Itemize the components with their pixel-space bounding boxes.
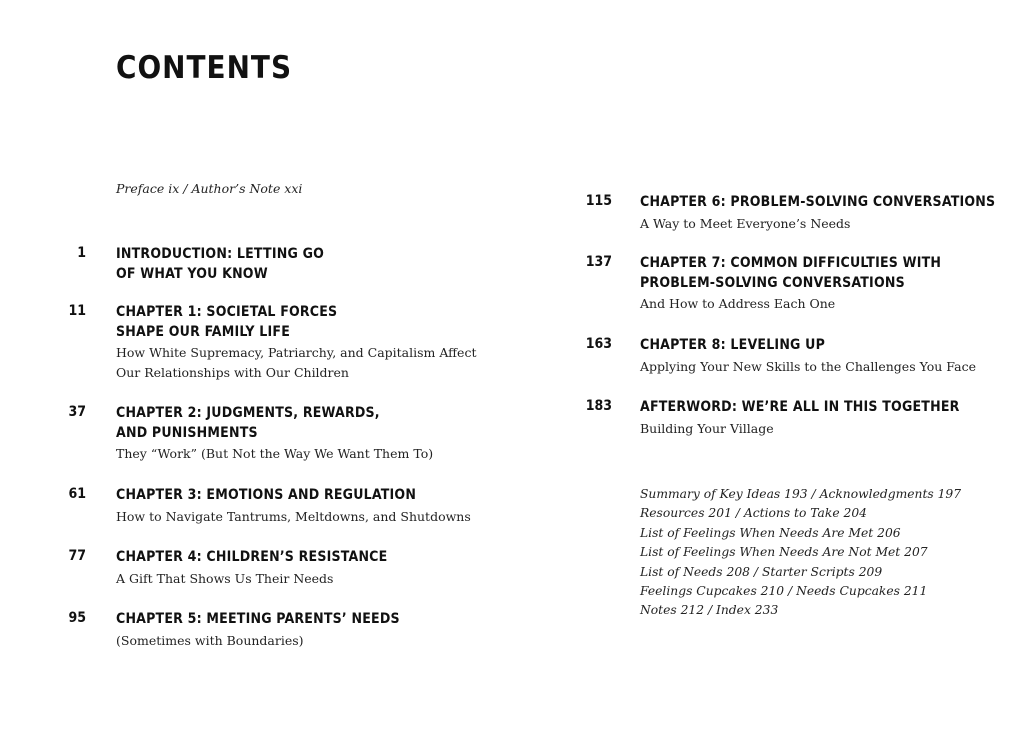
back-matter-line: List of Feelings When Needs Are Not Met 207 [640, 545, 928, 560]
back-matter-line: Resources 201 / Actions to Take 204 [640, 506, 867, 521]
back-matter-line: List of Needs 208 / Starter Scripts 209 [640, 564, 883, 579]
chapter-subtitle: (Sometimes with Boundaries) [116, 632, 304, 648]
chapter-heading: CHAPTER 2: JUDGMENTS, REWARDS, [116, 405, 380, 421]
chapter-heading: AND PUNISHMENTS [116, 424, 258, 441]
page-number: 61 [68, 486, 86, 502]
back-matter-line: List of Feelings When Needs Are Met 206 [640, 525, 901, 540]
page-number: 95 [68, 610, 86, 626]
chapter-heading: OF WHAT YOU KNOW [116, 265, 268, 282]
page-number: 163 [585, 336, 612, 352]
chapter-heading: CHAPTER 1: SOCIETAL FORCES [116, 304, 338, 320]
page-number: 11 [68, 303, 86, 319]
chapter-heading: SHAPE OUR FAMILY LIFE [116, 323, 291, 340]
chapter-heading: PROBLEM-SOLVING CONVERSATIONS [640, 274, 905, 291]
front-matter: Preface ix / Author’s Note xxi [116, 181, 303, 196]
back-matter-line: Feelings Cupcakes 210 / Needs Cupcakes 211 [640, 583, 928, 598]
chapter-subtitle: And How to Address Each One [640, 296, 836, 311]
chapter-subtitle: A Gift That Shows Us Their Needs [116, 570, 334, 586]
chapter-subtitle: How to Navigate Tantrums, Meltdowns, and Shutdowns [116, 508, 471, 524]
chapter-subtitle: Building Your Village [640, 420, 774, 436]
page-number: 77 [68, 548, 86, 564]
chapter-heading: CHAPTER 5: MEETING PARENTS’ NEEDS [116, 611, 400, 627]
chapter-heading: CHAPTER 8: LEVELING UP [640, 337, 826, 353]
chapter-subtitle: How White Supremacy, Patriarchy, and Capitalism Affect [116, 345, 477, 360]
chapter-subtitle: A Way to Meet Everyone’s Needs [640, 215, 851, 231]
page-number: 1 [77, 245, 86, 261]
page-number: 115 [585, 193, 612, 209]
chapter-heading: CHAPTER 3: EMOTIONS AND REGULATION [116, 487, 417, 503]
page-number: 183 [585, 398, 612, 414]
chapter-heading: CHAPTER 6: PROBLEM-SOLVING CONVERSATIONS [640, 194, 996, 210]
back-matter-line: Summary of Key Ideas 193 / Acknowledgments 197 [640, 487, 962, 501]
page-number: 37 [68, 404, 86, 420]
chapter-subtitle: Our Relationships with Our Children [116, 364, 349, 380]
chapter-subtitle: Applying Your New Skills to the Challenges You Face [640, 358, 976, 374]
chapter-heading: INTRODUCTION: LETTING GO [116, 246, 325, 262]
page-number: 137 [585, 254, 612, 270]
chapter-heading: CHAPTER 4: CHILDREN’S RESISTANCE [116, 549, 388, 565]
chapter-subtitle: They “Work” (But Not the Way We Want Them To) [116, 446, 434, 461]
back-matter [640, 485, 961, 621]
page-title: CONTENTS [116, 50, 293, 86]
back-matter-line: Notes 212 / Index 233 [640, 603, 779, 618]
chapter-heading: CHAPTER 7: COMMON DIFFICULTIES WITH [640, 255, 942, 271]
chapter-heading: AFTERWORD: WE’RE ALL IN THIS TOGETHER [640, 399, 960, 415]
